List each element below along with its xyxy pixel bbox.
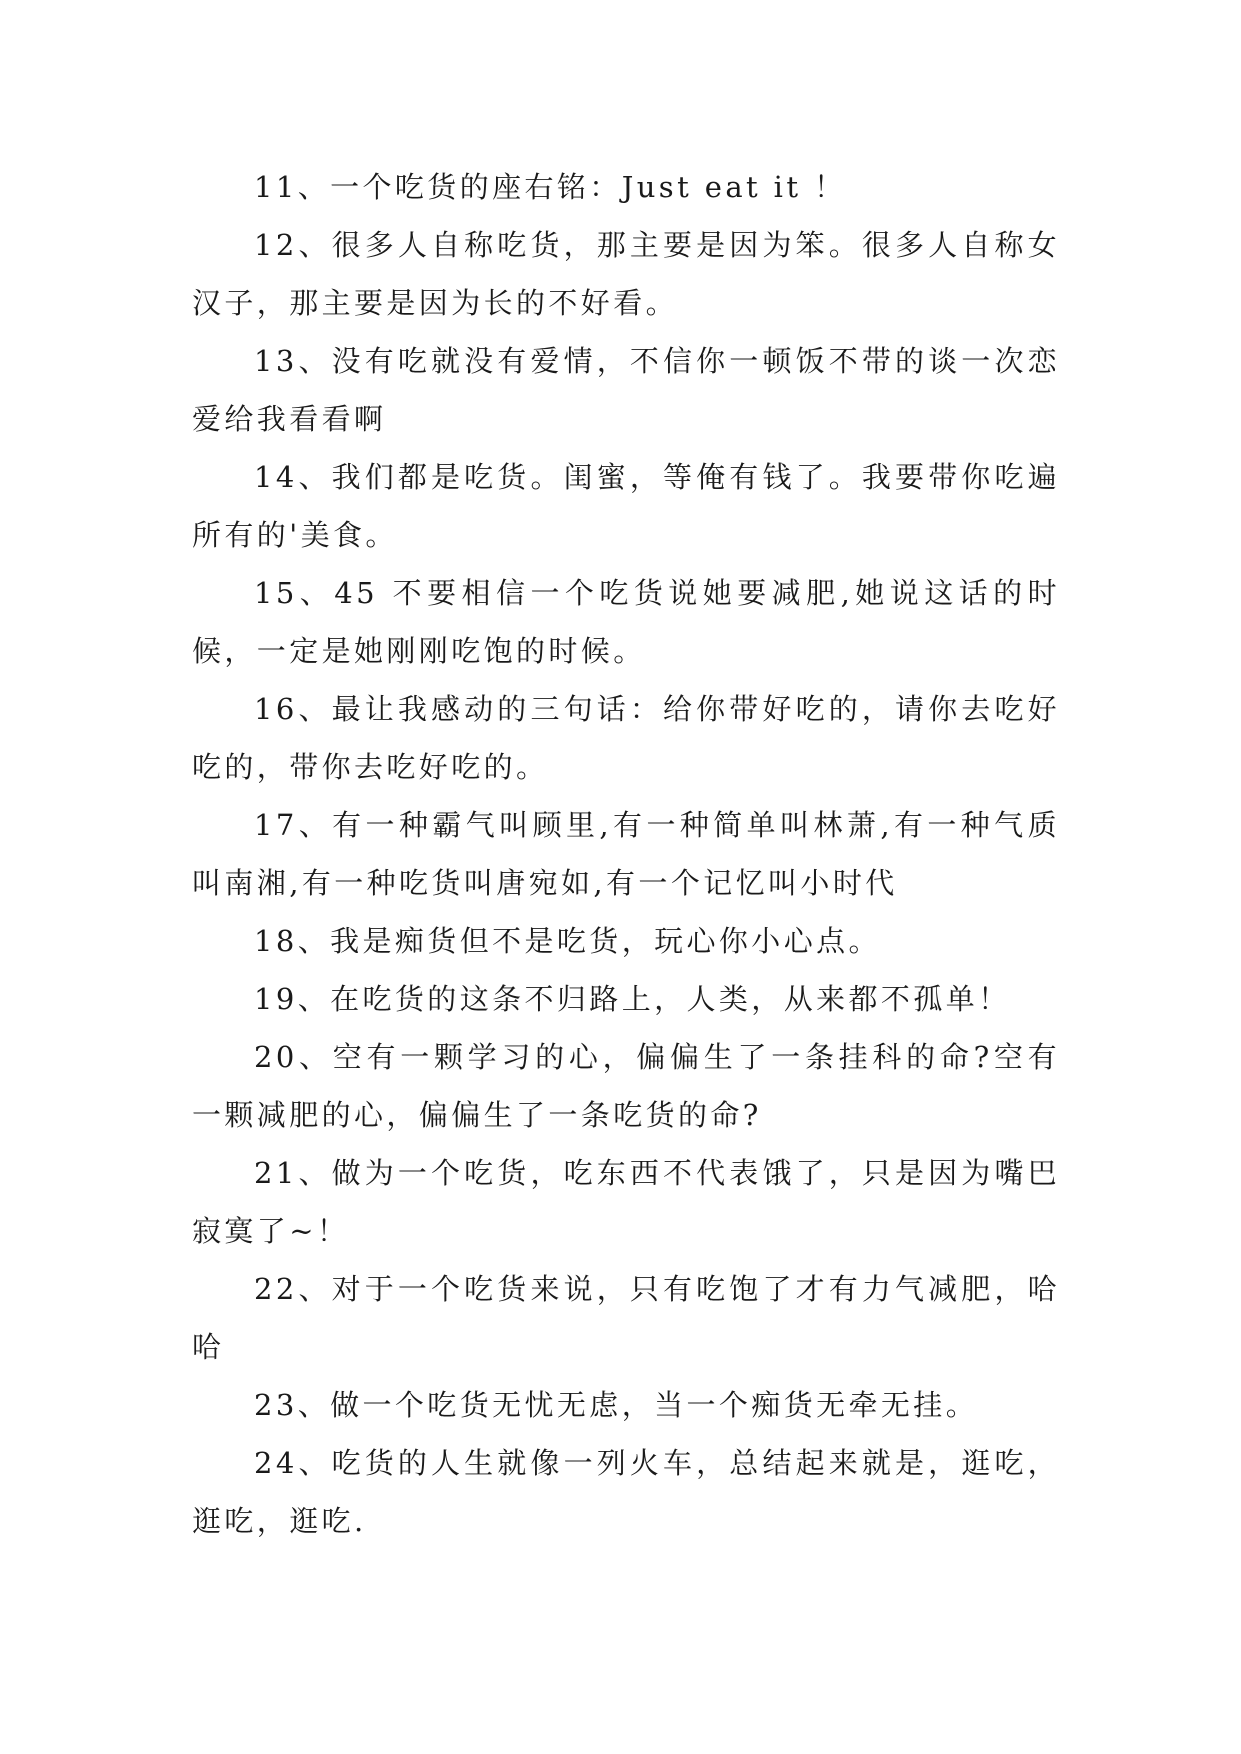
paragraph-14: 14、我们都是吃货。闺蜜，等俺有钱了。我要带你吃遍所有的'美食。 <box>192 460 1060 552</box>
paragraph-19: 19、在吃货的这条不归路上，人类，从来都不孤单！ <box>254 982 1011 1016</box>
paragraph-24: 24、吃货的人生就像一列火车，总结起来就是，逛吃，逛吃，逛吃. <box>192 1446 1060 1538</box>
paragraph-18: 18、我是痴货但不是吃货，玩心你小心点。 <box>254 924 881 958</box>
paragraph-13: 13、没有吃就没有爱情，不信你一顿饭不带的谈一次恋爱给我看看啊 <box>192 344 1060 436</box>
paragraph-12: 12、很多人自称吃货，那主要是因为笨。很多人自称女汉子，那主要是因为长的不好看。 <box>192 228 1060 320</box>
paragraph-23: 23、做一个吃货无忧无虑，当一个痴货无牵无挂。 <box>254 1388 979 1422</box>
paragraph-21: 21、做为一个吃货，吃东西不代表饿了，只是因为嘴巴寂寞了~！ <box>192 1156 1060 1248</box>
paragraph-16: 16、最让我感动的三句话：给你带好吃的，请你去吃好吃的，带你去吃好吃的。 <box>192 692 1060 784</box>
paragraph-22: 22、对于一个吃货来说，只有吃饱了才有力气减肥，哈哈 <box>192 1272 1060 1364</box>
paragraph-17: 17、有一种霸气叫顾里,有一种简单叫林萧,有一种气质叫南湘,有一种吃货叫唐宛如,有一个记忆叫小时代 <box>192 808 1060 900</box>
document-body <box>192 158 1060 1550</box>
paragraph-11: 11、一个吃货的座右铭：Just eat it ！ <box>254 170 847 204</box>
paragraph-15: 15、45 不要相信一个吃货说她要减肥,她说这话的时候，一定是她刚刚吃饱的时候。 <box>192 576 1060 668</box>
paragraph-20: 20、空有一颗学习的心，偏偏生了一条挂科的命?空有一颗减肥的心，偏偏生了一条吃货的命? <box>192 1040 1060 1132</box>
